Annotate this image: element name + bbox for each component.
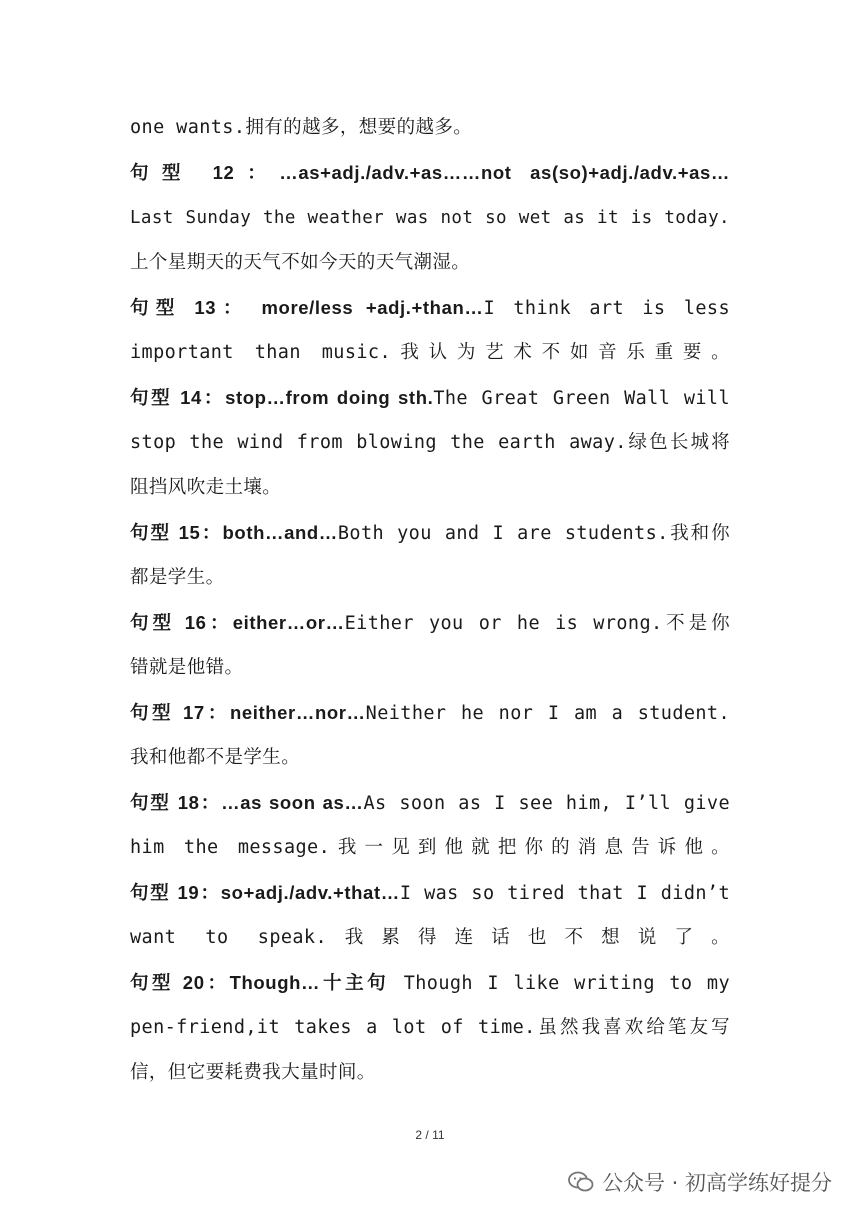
line-text: As soon as I see him, I’ll give [363,793,730,814]
line-text: 信，但它要耗费我大量时间。 [130,1062,376,1083]
text-line [130,116,730,140]
pattern-label: 句型 15：both…and… [130,522,338,543]
pattern-label: 句型 17：neither…nor… [130,702,366,723]
line-text: one wants.拥有的越多，想要的越多。 [130,117,473,138]
text-line [130,1061,730,1085]
text-line [130,251,730,275]
line-text: him the message.我一见到他就把你的消息告诉他。 [130,837,730,858]
line-text: 上个星期天的天气不如今天的天气潮湿。 [130,252,471,273]
line-text: Last Sunday the weather was not so wet as it is today. [130,208,730,228]
text-line [130,476,730,500]
text-line [130,746,730,770]
watermark [568,1167,832,1197]
line-text: 都是学生。 [130,567,225,588]
pattern-label: 句型 13： more/less +adj.+than… [130,297,484,318]
pattern-label: 句型 14：stop…from doing sth. [130,387,434,408]
line-text: stop the wind from blowing the earth away.绿色长城将 [130,432,730,453]
line-text: want to speak.我累得连话也不想说了。 [130,927,730,948]
text-line [130,431,730,455]
watermark-text: 公众号 · 初高学练好提分 [601,1171,832,1195]
text-line [130,161,730,186]
line-text: I was so tired that I didn’t [399,883,730,904]
line-text: Both you and I are students.我和你 [337,523,730,544]
line-text: 阻挡风吹走土壤。 [130,477,282,498]
wechat-icon [568,1171,594,1193]
line-text: 我和他都不是学生。 [130,747,301,768]
pattern-label: 句型 19：so+adj./adv.+that… [130,882,400,903]
line-text: Either you or he is wrong.不是你 [344,613,730,634]
line-text: The Great Green Wall will [433,388,730,409]
text-line [130,971,730,996]
text-line [130,386,730,411]
line-text: 错就是他错。 [130,657,244,678]
line-text: I think art is less [483,298,730,319]
text-line [130,836,730,860]
text-line [130,701,730,726]
text-line [130,296,730,321]
text-line [130,791,730,816]
text-line [130,521,730,546]
pattern-label: 句型 12：…as+adj./adv.+as……not as(so)+adj./adv.+as… [130,162,730,183]
text-line [130,611,730,636]
line-text: pen-friend,it takes a lot of time.虽然我喜欢给笔友写 [130,1017,730,1038]
text-line [130,881,730,906]
page-number: 2 / 11 [415,1128,445,1142]
text-line [130,206,730,230]
line-text: important than music.我认为艺术不如音乐重要。 [130,342,730,363]
pattern-label: 句型 20：Though…十主句 [130,972,390,993]
text-line [130,341,730,365]
text-line [130,566,730,590]
pattern-label: 句型 16：either…or… [130,612,345,633]
text-line [130,926,730,950]
line-text: Neither he nor I am a student. [365,703,731,724]
line-text: Though I like writing to my [389,973,731,994]
text-line [130,1016,730,1040]
pattern-label: 句型 18：…as soon as… [130,792,364,813]
text-line [130,656,730,680]
